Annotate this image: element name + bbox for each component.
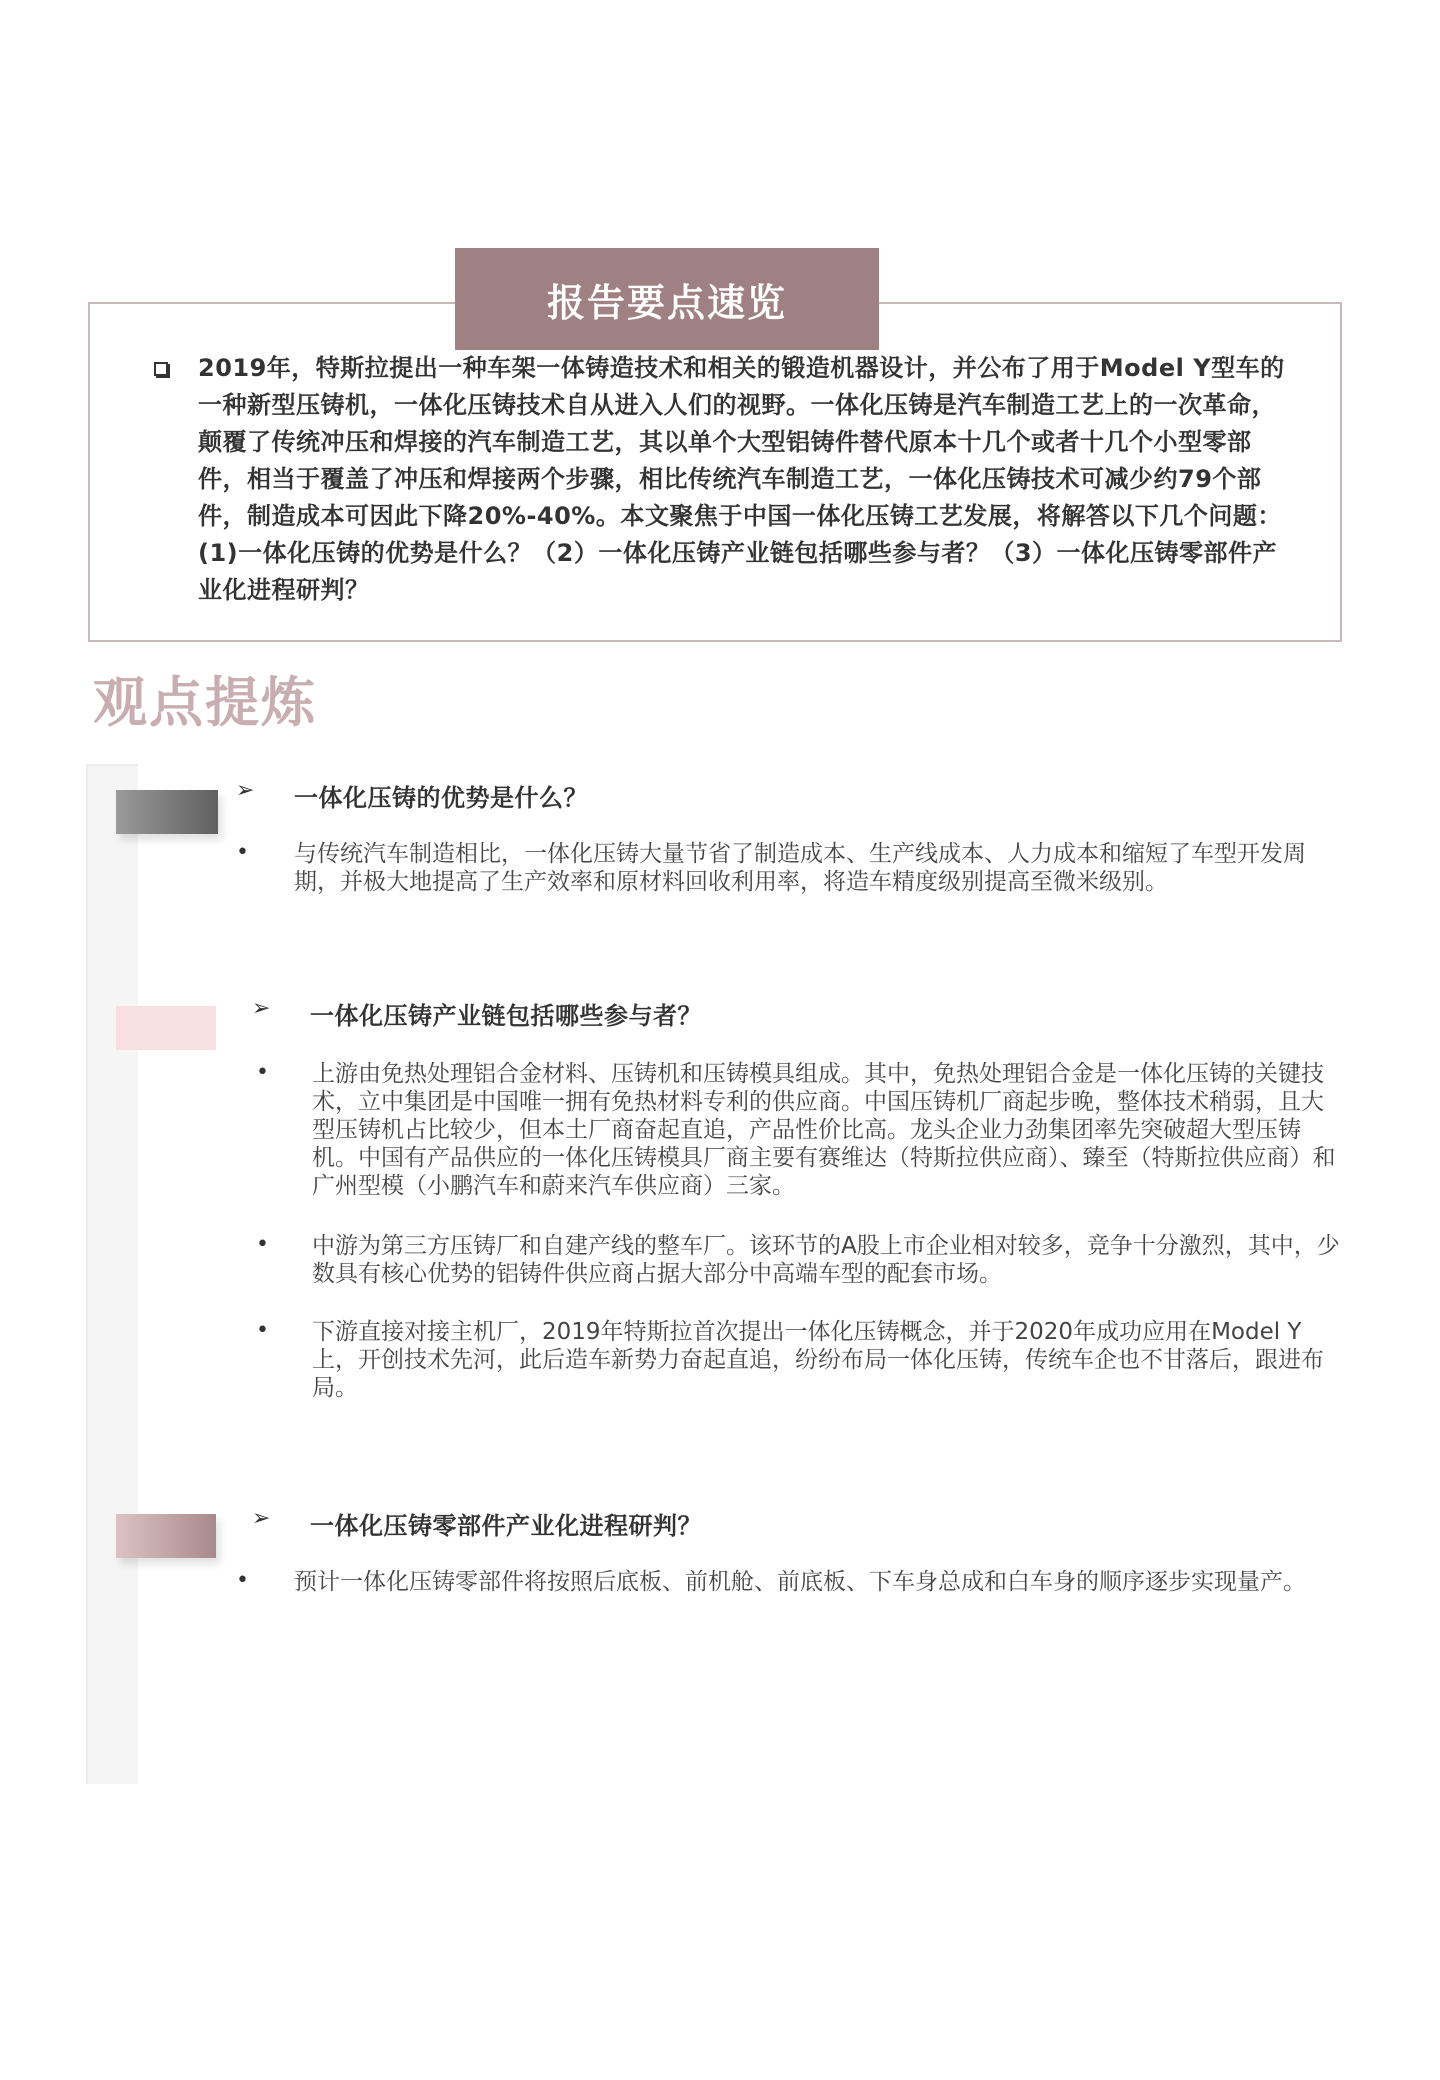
bullet-icon: • xyxy=(236,1568,249,1593)
question-2-title: 一体化压铸产业链包括哪些参与者？ xyxy=(310,1002,702,1030)
question-3-title: 一体化压铸零部件产业化进程研判？ xyxy=(310,1512,702,1540)
timeline-bar xyxy=(86,764,138,1784)
section-title: 观点提炼 xyxy=(93,671,317,734)
bullet-icon: • xyxy=(256,1232,269,1257)
arrow-icon: ➢ xyxy=(252,1506,271,1531)
upstream-paragraph: 上游由免热处理铝合金材料、压铸机和压铸模具组成。其中，免热处理铝合金是一体化压铸的关键技术，立中集团是中国唯一拥有免热材料专利的供应商。中国压铸机厂商起步晚，整体技术稍弱，且大型压铸机占比较少，但本土厂商奋起直追，产品性价比高。龙头企业力劲集团率先突破超大型压铸机。中国有产品供应的一体化压铸模具厂商主要有赛维达（特斯拉供应商）、臻至（特斯拉供应商）和广州型模（小鹏汽车和蔚来汽车供应商）三家。 xyxy=(312,1061,1336,1199)
section-marker-2 xyxy=(116,1006,216,1050)
bullet-icon: • xyxy=(236,840,249,865)
checkbox-bullet-icon xyxy=(154,362,168,376)
arrow-icon: ➢ xyxy=(252,996,271,1021)
arrow-icon: ➢ xyxy=(236,778,255,803)
midstream-paragraph: 中游为第三方压铸厂和自建产线的整车厂。该环节的A股上市企业相对较多，竞争十分激烈，其中，少数具有核心优势的铝铸件供应商占据大部分中高端车型的配套市场。 xyxy=(312,1233,1340,1287)
question-3-paragraph: 预计一体化压铸零部件将按照后底板、前机舱、前底板、下车身总成和白车身的顺序逐步实现量产。 xyxy=(294,1569,1306,1595)
downstream-paragraph: 下游直接对接主机厂，2019年特斯拉首次提出一体化压铸概念，并于2020年成功应用在Model Y上，开创技术先河，此后造车新势力奋起直追，纷纷布局一体化压铸，传统车企也不甘落后，跟进布局。 xyxy=(312,1319,1324,1401)
bullet-icon: • xyxy=(256,1060,269,1085)
question-1-title: 一体化压铸的优势是什么？ xyxy=(294,784,588,812)
bullet-icon: • xyxy=(256,1318,269,1343)
summary-title: 报告要点速览 xyxy=(455,248,879,350)
section-marker-1 xyxy=(116,790,218,834)
question-1-paragraph: 与传统汽车制造相比，一体化压铸大量节省了制造成本、生产线成本、人力成本和缩短了车型开发周期，并极大地提高了生产效率和原材料回收利用率，将造车精度级别提高至微米级别。 xyxy=(294,841,1306,895)
summary-text: 2019年，特斯拉提出一种车架一体铸造技术和相关的锻造机器设计，并公布了用于Model Y型车的一种新型压铸机，一体化压铸技术自从进入人们的视野。一体化压铸是汽车制造工艺上的一次革命，颠覆了传统冲压和焊接的汽车制造工艺，其以单个大型铝铸件替代原本十几个或者十几个小型零部件，相当于覆盖了冲压和焊接两个步骤，相比传统汽车制造工艺，一体化压铸技术可减少约79个部件，制造成本可因此下降20%-40%。本文聚焦于中国一体化压铸工艺发展，将解答以下几个问题：(1)一体化压铸的优势是什么？（2）一体化压铸产业链包括哪些参与者？（3）一体化压铸零部件产业化进程研判？ xyxy=(198,354,1285,604)
section-marker-3 xyxy=(116,1514,216,1558)
